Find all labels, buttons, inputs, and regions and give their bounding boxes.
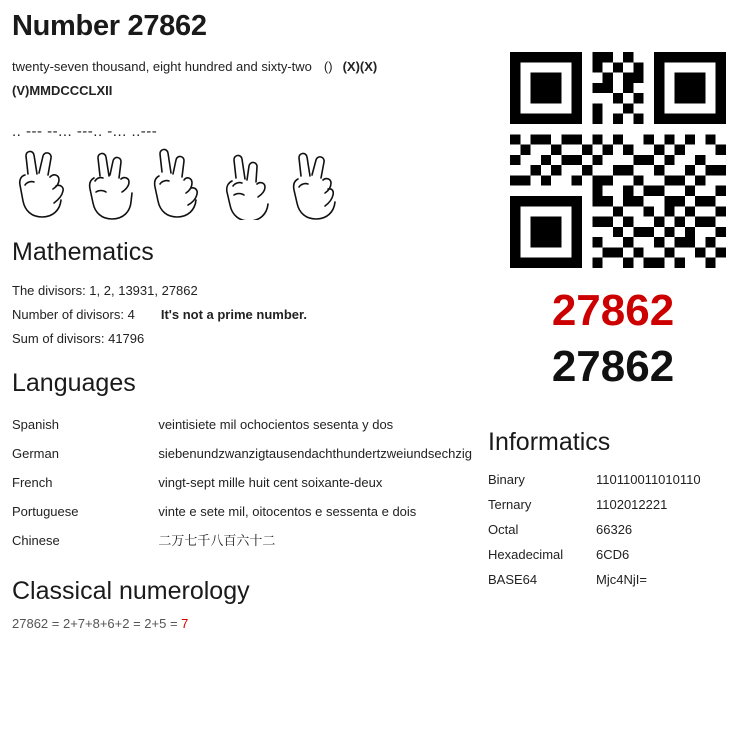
informatics-label: Binary	[488, 472, 525, 487]
informatics-value: Mjc4NjI=	[596, 572, 647, 587]
table-row	[488, 542, 738, 567]
informatics-value: 110110011010110	[596, 472, 701, 487]
language-name: German	[12, 446, 59, 461]
informatics-label: Octal	[488, 522, 519, 537]
informatics-label: Hexadecimal	[488, 547, 564, 562]
divisor-count-row	[12, 303, 490, 327]
language-name: Spanish	[12, 417, 59, 432]
number-of-divisors: Number of divisors: 4	[12, 307, 135, 322]
language-value: vingt-sept mille huit cent soixante-deux	[158, 475, 383, 490]
languages-table	[12, 410, 472, 555]
prime-note: It's not a prime number.	[160, 307, 307, 322]
informatics-value: 66326	[596, 522, 633, 537]
languages-heading: Languages	[12, 369, 136, 397]
table-row	[12, 497, 472, 526]
divisors-line: The divisors: 1, 2, 13931, 27862	[12, 283, 198, 298]
informatics-table	[488, 467, 738, 592]
language-name: Chinese	[12, 533, 60, 548]
sum-of-divisors: Sum of divisors: 41796	[12, 331, 145, 346]
hand-sign-7-icon	[80, 148, 142, 220]
language-value: 二万七千八百六十二	[158, 533, 276, 548]
number-in-words: twenty-seven thousand, eight hundred and sixty-two	[12, 59, 312, 74]
mathematics-heading: Mathematics	[12, 238, 154, 266]
roman-inline: (X)(X)	[342, 59, 378, 74]
number-red: 27862	[551, 286, 675, 335]
qr-code	[510, 52, 726, 268]
language-name: French	[12, 475, 53, 490]
hand-sign-6-icon	[216, 148, 278, 220]
language-value: siebenundzwanzigtausendachthundertzweiundsechzig	[158, 446, 472, 461]
numerology-expression-row	[12, 616, 490, 631]
morse-code: .. --- --... ---.. -... ..---	[12, 123, 158, 140]
roman-numeral: (V)MMDCCCLXII	[12, 83, 113, 98]
number-black: 27862	[551, 342, 675, 391]
number-in-words-row	[12, 57, 490, 77]
hand-sign-8-icon	[148, 148, 210, 220]
empty-paren: ()	[323, 59, 333, 74]
informatics-value: 6CD6	[596, 547, 630, 562]
language-value: veintisiete mil ochocientos sesenta y dos	[158, 417, 394, 432]
table-row	[12, 468, 472, 497]
left-column	[12, 10, 490, 631]
table-row	[12, 439, 472, 468]
informatics-label: BASE64	[488, 572, 538, 587]
table-row	[488, 467, 738, 492]
hand-sign-2b-icon	[284, 148, 346, 220]
page-title: Number 27862	[12, 10, 207, 42]
informatics-value: 1102012221	[596, 497, 668, 512]
hand-sign-2-icon	[12, 148, 74, 220]
informatics-label: Ternary	[488, 497, 532, 512]
table-row	[488, 492, 738, 517]
table-row	[12, 410, 472, 439]
table-row	[488, 517, 738, 542]
numerology-heading: Classical numerology	[12, 577, 250, 605]
right-column	[488, 10, 738, 592]
numerology-result: 7	[181, 616, 189, 631]
language-name: Portuguese	[12, 504, 79, 519]
hand-sign-row	[12, 148, 490, 220]
informatics-heading: Informatics	[488, 428, 611, 456]
table-row	[12, 526, 472, 555]
table-row	[488, 567, 738, 592]
language-value: vinte e sete mil, oitocentos e sessenta e dois	[158, 504, 417, 519]
numerology-expression: 27862 = 2+7+8+6+2 = 2+5 =	[12, 616, 182, 631]
